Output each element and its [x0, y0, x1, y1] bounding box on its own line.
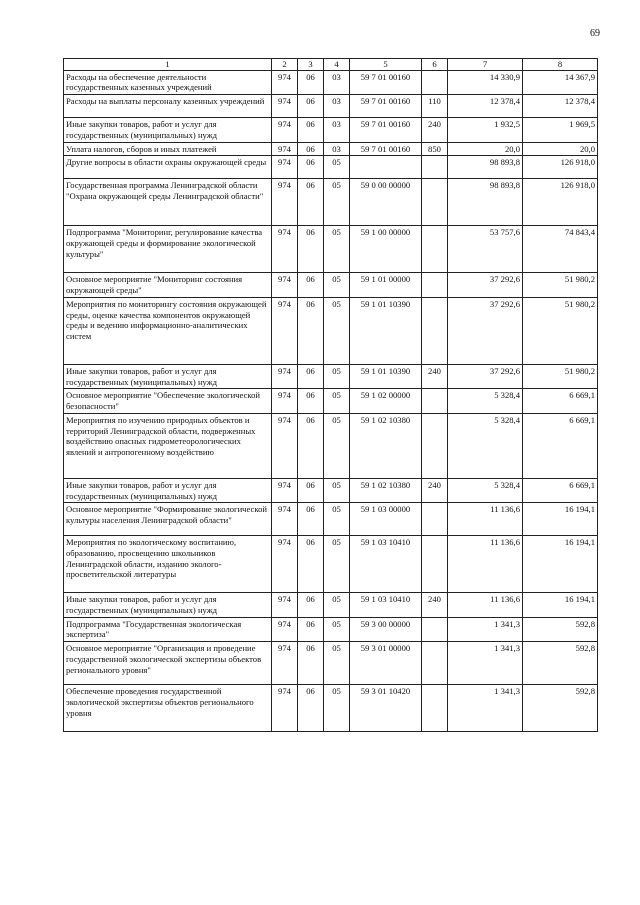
table-row [64, 364, 598, 388]
column-header: 8 [523, 59, 598, 71]
cell-subsection-code: 05 [324, 478, 350, 502]
cell-subsection-code: 05 [324, 642, 350, 685]
cell-subsection-code: 05 [324, 503, 350, 536]
cell-ministry-code: 974 [272, 413, 298, 478]
cell-expense-type [422, 297, 448, 364]
cell-subsection-code: 05 [324, 273, 350, 297]
cell-description: Иные закупки товаров, работ и услуг для государственных (муниципальных) нужд [64, 478, 272, 502]
cell-expense-type [422, 273, 448, 297]
cell-amount-col8: 126 918,0 [523, 156, 598, 179]
cell-target-article: 59 7 01 00160 [350, 70, 422, 94]
cell-ministry-code: 974 [272, 226, 298, 273]
cell-target-article: 59 1 03 10410 [350, 593, 422, 617]
cell-expense-type [422, 685, 448, 732]
cell-subsection-code: 05 [324, 536, 350, 593]
table-row [64, 617, 598, 641]
cell-description: Расходы на обеспечение деятельности государственных казенных учреждений [64, 70, 272, 94]
cell-expense-type [422, 413, 448, 478]
cell-section-code: 06 [298, 95, 324, 118]
cell-section-code: 06 [298, 642, 324, 685]
cell-target-article: 59 1 03 00000 [350, 503, 422, 536]
cell-amount-col8: 6 669,1 [523, 413, 598, 478]
cell-target-article: 59 7 01 00160 [350, 142, 422, 156]
cell-description: Основное мероприятие "Мониторинг состояния окружающей среды" [64, 273, 272, 297]
cell-ministry-code: 974 [272, 389, 298, 413]
cell-target-article: 59 1 02 10380 [350, 413, 422, 478]
cell-section-code: 06 [298, 297, 324, 364]
cell-amount-col8: 12 378,4 [523, 95, 598, 118]
cell-section-code: 06 [298, 685, 324, 732]
cell-section-code: 06 [298, 226, 324, 273]
cell-amount-col8: 74 843,4 [523, 226, 598, 273]
cell-ministry-code: 974 [272, 593, 298, 617]
cell-amount-col8: 16 194,1 [523, 503, 598, 536]
table-row [64, 478, 598, 502]
cell-amount-col8: 51 980,2 [523, 297, 598, 364]
table-body [64, 70, 598, 731]
budget-sheet [63, 58, 597, 732]
cell-target-article: 59 7 01 00160 [350, 118, 422, 142]
cell-target-article [350, 156, 422, 179]
cell-section-code: 06 [298, 273, 324, 297]
cell-subsection-code: 05 [324, 685, 350, 732]
cell-subsection-code: 03 [324, 70, 350, 94]
cell-amount-col8: 51 980,2 [523, 364, 598, 388]
cell-subsection-code: 05 [324, 364, 350, 388]
table-row [64, 226, 598, 273]
cell-target-article: 59 3 01 10420 [350, 685, 422, 732]
cell-ministry-code: 974 [272, 273, 298, 297]
cell-ministry-code: 974 [272, 536, 298, 593]
column-header: 4 [324, 59, 350, 71]
cell-amount-col7: 11 136,6 [448, 593, 523, 617]
cell-section-code: 06 [298, 617, 324, 641]
cell-amount-col7: 1 932,5 [448, 118, 523, 142]
cell-amount-col8: 16 194,1 [523, 593, 598, 617]
cell-section-code: 06 [298, 156, 324, 179]
cell-amount-col8: 6 669,1 [523, 389, 598, 413]
table-row [64, 156, 598, 179]
table-row [64, 536, 598, 593]
cell-amount-col8: 6 669,1 [523, 478, 598, 502]
cell-subsection-code: 05 [324, 617, 350, 641]
cell-amount-col7: 14 330,9 [448, 70, 523, 94]
cell-amount-col8: 592,8 [523, 685, 598, 732]
table-row [64, 503, 598, 536]
cell-subsection-code: 05 [324, 297, 350, 364]
cell-subsection-code: 03 [324, 142, 350, 156]
cell-amount-col7: 5 328,4 [448, 478, 523, 502]
cell-amount-col7: 1 341,3 [448, 685, 523, 732]
cell-description: Государственная программа Ленинградской области "Охрана окружающей среды Ленинградской области" [64, 179, 272, 226]
cell-expense-type [422, 642, 448, 685]
cell-ministry-code: 974 [272, 297, 298, 364]
cell-amount-col7: 98 893,8 [448, 179, 523, 226]
column-header: 1 [64, 59, 272, 71]
column-header: 3 [298, 59, 324, 71]
cell-target-article: 59 1 01 10390 [350, 364, 422, 388]
table-row [64, 642, 598, 685]
cell-subsection-code: 05 [324, 389, 350, 413]
cell-amount-col7: 5 328,4 [448, 389, 523, 413]
cell-description: Мероприятия по экологическому воспитанию, образованию, просвещению школьников Ленинградской области, изданию эколого-просветительской литературы [64, 536, 272, 593]
cell-description: Основное мероприятие "Организация и проведение государственной экологической экспертизы объектов регионального уровня" [64, 642, 272, 685]
cell-amount-col8: 592,8 [523, 642, 598, 685]
cell-description: Расходы на выплаты персоналу казенных учреждений [64, 95, 272, 118]
cell-expense-type [422, 617, 448, 641]
cell-subsection-code: 03 [324, 118, 350, 142]
cell-target-article: 59 1 01 00000 [350, 273, 422, 297]
cell-target-article: 59 1 00 00000 [350, 226, 422, 273]
cell-amount-col8: 20,0 [523, 142, 598, 156]
cell-description: Иные закупки товаров, работ и услуг для государственных (муниципальных) нужд [64, 364, 272, 388]
cell-amount-col8: 1 969,5 [523, 118, 598, 142]
cell-amount-col7: 1 341,3 [448, 642, 523, 685]
cell-amount-col7: 20,0 [448, 142, 523, 156]
cell-section-code: 06 [298, 118, 324, 142]
cell-expense-type: 240 [422, 364, 448, 388]
column-header: 5 [350, 59, 422, 71]
cell-amount-col7: 12 378,4 [448, 95, 523, 118]
cell-section-code: 06 [298, 179, 324, 226]
cell-expense-type [422, 226, 448, 273]
cell-description: Подпрограмма "Государственная экологическая экспертиза" [64, 617, 272, 641]
cell-ministry-code: 974 [272, 685, 298, 732]
cell-section-code: 06 [298, 364, 324, 388]
column-header: 2 [272, 59, 298, 71]
table-row [64, 95, 598, 118]
column-header: 7 [448, 59, 523, 71]
table-row [64, 142, 598, 156]
cell-subsection-code: 05 [324, 413, 350, 478]
cell-subsection-code: 03 [324, 95, 350, 118]
cell-description: Мероприятия по мониторингу состояния окружающей среды, оценке качества компонентов окружающей среды и ведению информационно-аналитических систем [64, 297, 272, 364]
cell-description: Иные закупки товаров, работ и услуг для государственных (муниципальных) нужд [64, 593, 272, 617]
cell-subsection-code: 05 [324, 179, 350, 226]
cell-amount-col8: 14 367,9 [523, 70, 598, 94]
cell-expense-type: 240 [422, 593, 448, 617]
cell-section-code: 06 [298, 142, 324, 156]
cell-expense-type [422, 503, 448, 536]
cell-section-code: 06 [298, 503, 324, 536]
cell-amount-col7: 37 292,6 [448, 364, 523, 388]
cell-section-code: 06 [298, 389, 324, 413]
cell-target-article: 59 1 02 10380 [350, 478, 422, 502]
cell-amount-col7: 1 341,3 [448, 617, 523, 641]
cell-target-article: 59 1 03 10410 [350, 536, 422, 593]
cell-expense-type [422, 179, 448, 226]
cell-expense-type: 240 [422, 478, 448, 502]
cell-amount-col8: 126 918,0 [523, 179, 598, 226]
table-row [64, 118, 598, 142]
cell-amount-col7: 11 136,6 [448, 536, 523, 593]
table-row [64, 297, 598, 364]
cell-section-code: 06 [298, 593, 324, 617]
table-row [64, 179, 598, 226]
cell-amount-col7: 5 328,4 [448, 413, 523, 478]
table-row [64, 685, 598, 732]
cell-ministry-code: 974 [272, 617, 298, 641]
cell-amount-col8: 51 980,2 [523, 273, 598, 297]
cell-section-code: 06 [298, 70, 324, 94]
table-row [64, 273, 598, 297]
cell-target-article: 59 0 00 00000 [350, 179, 422, 226]
cell-description: Подпрограмма "Мониторинг, регулирование качества окружающей среды и формирование экологической культуры" [64, 226, 272, 273]
cell-amount-col8: 16 194,1 [523, 536, 598, 593]
cell-section-code: 06 [298, 536, 324, 593]
cell-ministry-code: 974 [272, 642, 298, 685]
cell-subsection-code: 05 [324, 226, 350, 273]
cell-expense-type: 240 [422, 118, 448, 142]
cell-description: Иные закупки товаров, работ и услуг для государственных (муниципальных) нужд [64, 118, 272, 142]
cell-ministry-code: 974 [272, 118, 298, 142]
budget-table [63, 58, 598, 732]
cell-section-code: 06 [298, 478, 324, 502]
cell-amount-col7: 11 136,6 [448, 503, 523, 536]
cell-description: Обеспечение проведения государственной экологической экспертизы объектов регионального уровня [64, 685, 272, 732]
cell-ministry-code: 974 [272, 364, 298, 388]
cell-subsection-code: 05 [324, 156, 350, 179]
cell-ministry-code: 974 [272, 179, 298, 226]
header-row [64, 59, 598, 71]
cell-target-article: 59 1 01 10390 [350, 297, 422, 364]
table-row [64, 389, 598, 413]
cell-description: Мероприятия по изучению природных объектов и территорий Ленинградской области, подверженных воздействию опасных гидрометеорологических явлений и антропогенному воздействию [64, 413, 272, 478]
cell-section-code: 06 [298, 413, 324, 478]
cell-target-article: 59 7 01 00160 [350, 95, 422, 118]
cell-expense-type: 110 [422, 95, 448, 118]
cell-target-article: 59 3 01 00000 [350, 642, 422, 685]
cell-expense-type [422, 389, 448, 413]
column-header: 6 [422, 59, 448, 71]
cell-amount-col7: 53 757,6 [448, 226, 523, 273]
cell-amount-col7: 98 893,8 [448, 156, 523, 179]
cell-amount-col8: 592,8 [523, 617, 598, 641]
table-row [64, 593, 598, 617]
cell-expense-type: 850 [422, 142, 448, 156]
cell-amount-col7: 37 292,6 [448, 273, 523, 297]
cell-ministry-code: 974 [272, 142, 298, 156]
table-row [64, 70, 598, 94]
cell-description: Другие вопросы в области охраны окружающей среды [64, 156, 272, 179]
cell-description: Основное мероприятие "Формирование экологической культуры населения Ленинградской области" [64, 503, 272, 536]
cell-expense-type [422, 536, 448, 593]
cell-target-article: 59 3 00 00000 [350, 617, 422, 641]
cell-ministry-code: 974 [272, 70, 298, 94]
cell-ministry-code: 974 [272, 478, 298, 502]
cell-expense-type [422, 70, 448, 94]
cell-ministry-code: 974 [272, 503, 298, 536]
cell-amount-col7: 37 292,6 [448, 297, 523, 364]
cell-description: Уплата налогов, сборов и иных платежей [64, 142, 272, 156]
cell-ministry-code: 974 [272, 156, 298, 179]
table-row [64, 413, 598, 478]
cell-expense-type [422, 156, 448, 179]
page-number: 69 [590, 28, 600, 39]
cell-ministry-code: 974 [272, 95, 298, 118]
cell-target-article: 59 1 02 00000 [350, 389, 422, 413]
cell-subsection-code: 05 [324, 593, 350, 617]
cell-description: Основное мероприятие "Обеспечение экологической безопасности" [64, 389, 272, 413]
